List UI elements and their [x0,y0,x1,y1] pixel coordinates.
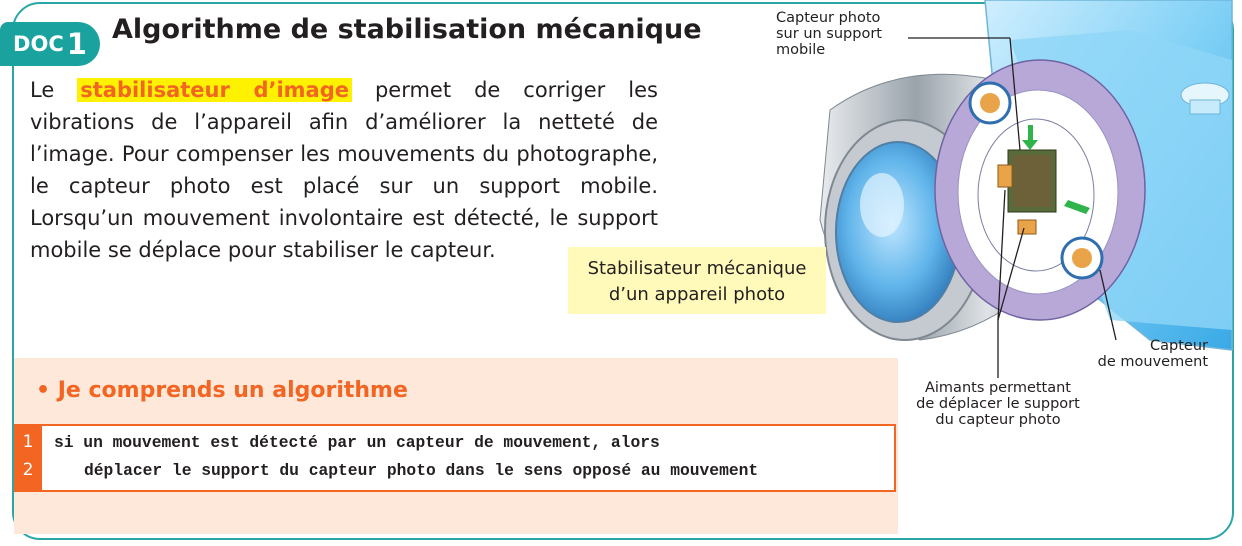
highlighted-term: stabilisateur d’image [77,78,352,102]
label-line: Capteur photo [776,10,881,26]
doc-title: Algorithme de stabilisation mécanique [112,14,702,45]
caption-line-2: d’un appareil photo [608,284,786,305]
label-line: de mouvement [1097,354,1208,370]
label-line: Aimants permettant [924,380,1071,396]
label-capteur-support [776,10,882,58]
label-line: mobile [776,42,826,58]
stabilizer-ring [935,60,1145,320]
understand-title: • Je comprends un algorithme [36,378,408,403]
caption-line-1: Stabilisateur mécanique [587,258,807,279]
doc-badge [0,22,100,66]
code-line: déplacer le support du capteur photo dans le sens opposé au mouvement [84,461,759,480]
doc-badge-word: DOC [13,32,64,56]
doc-badge-number: 1 [66,27,87,61]
understand-section [14,358,898,534]
body-paragraph [30,74,658,266]
label-line: du capteur photo [935,412,1061,428]
body-text-start: Le [30,78,78,102]
code-line: si un mouvement est détecté par un capteur de mouvement, alors [54,433,660,452]
line-number: 2 [22,460,34,480]
illustration-caption [568,247,826,314]
line-number: 1 [22,432,34,452]
algorithm-code-block [14,424,896,492]
label-line: Capteur [1150,338,1208,354]
body-text-rest: permet de corriger les vibrations de l’appareil afin d’améliorer la netteté de l’image. Pour compenser les mouvements du photographe, le capteur photo est placé sur un support mobile. Lorsqu’un mouvement involontaire est détecté, le support mobile se déplace pour stabiliser le capteur. [30,78,658,262]
label-aimants [898,380,1098,428]
label-line: de déplacer le support [916,396,1080,412]
label-line: sur un support [776,26,882,42]
label-capteur-mouvement [1078,338,1208,370]
